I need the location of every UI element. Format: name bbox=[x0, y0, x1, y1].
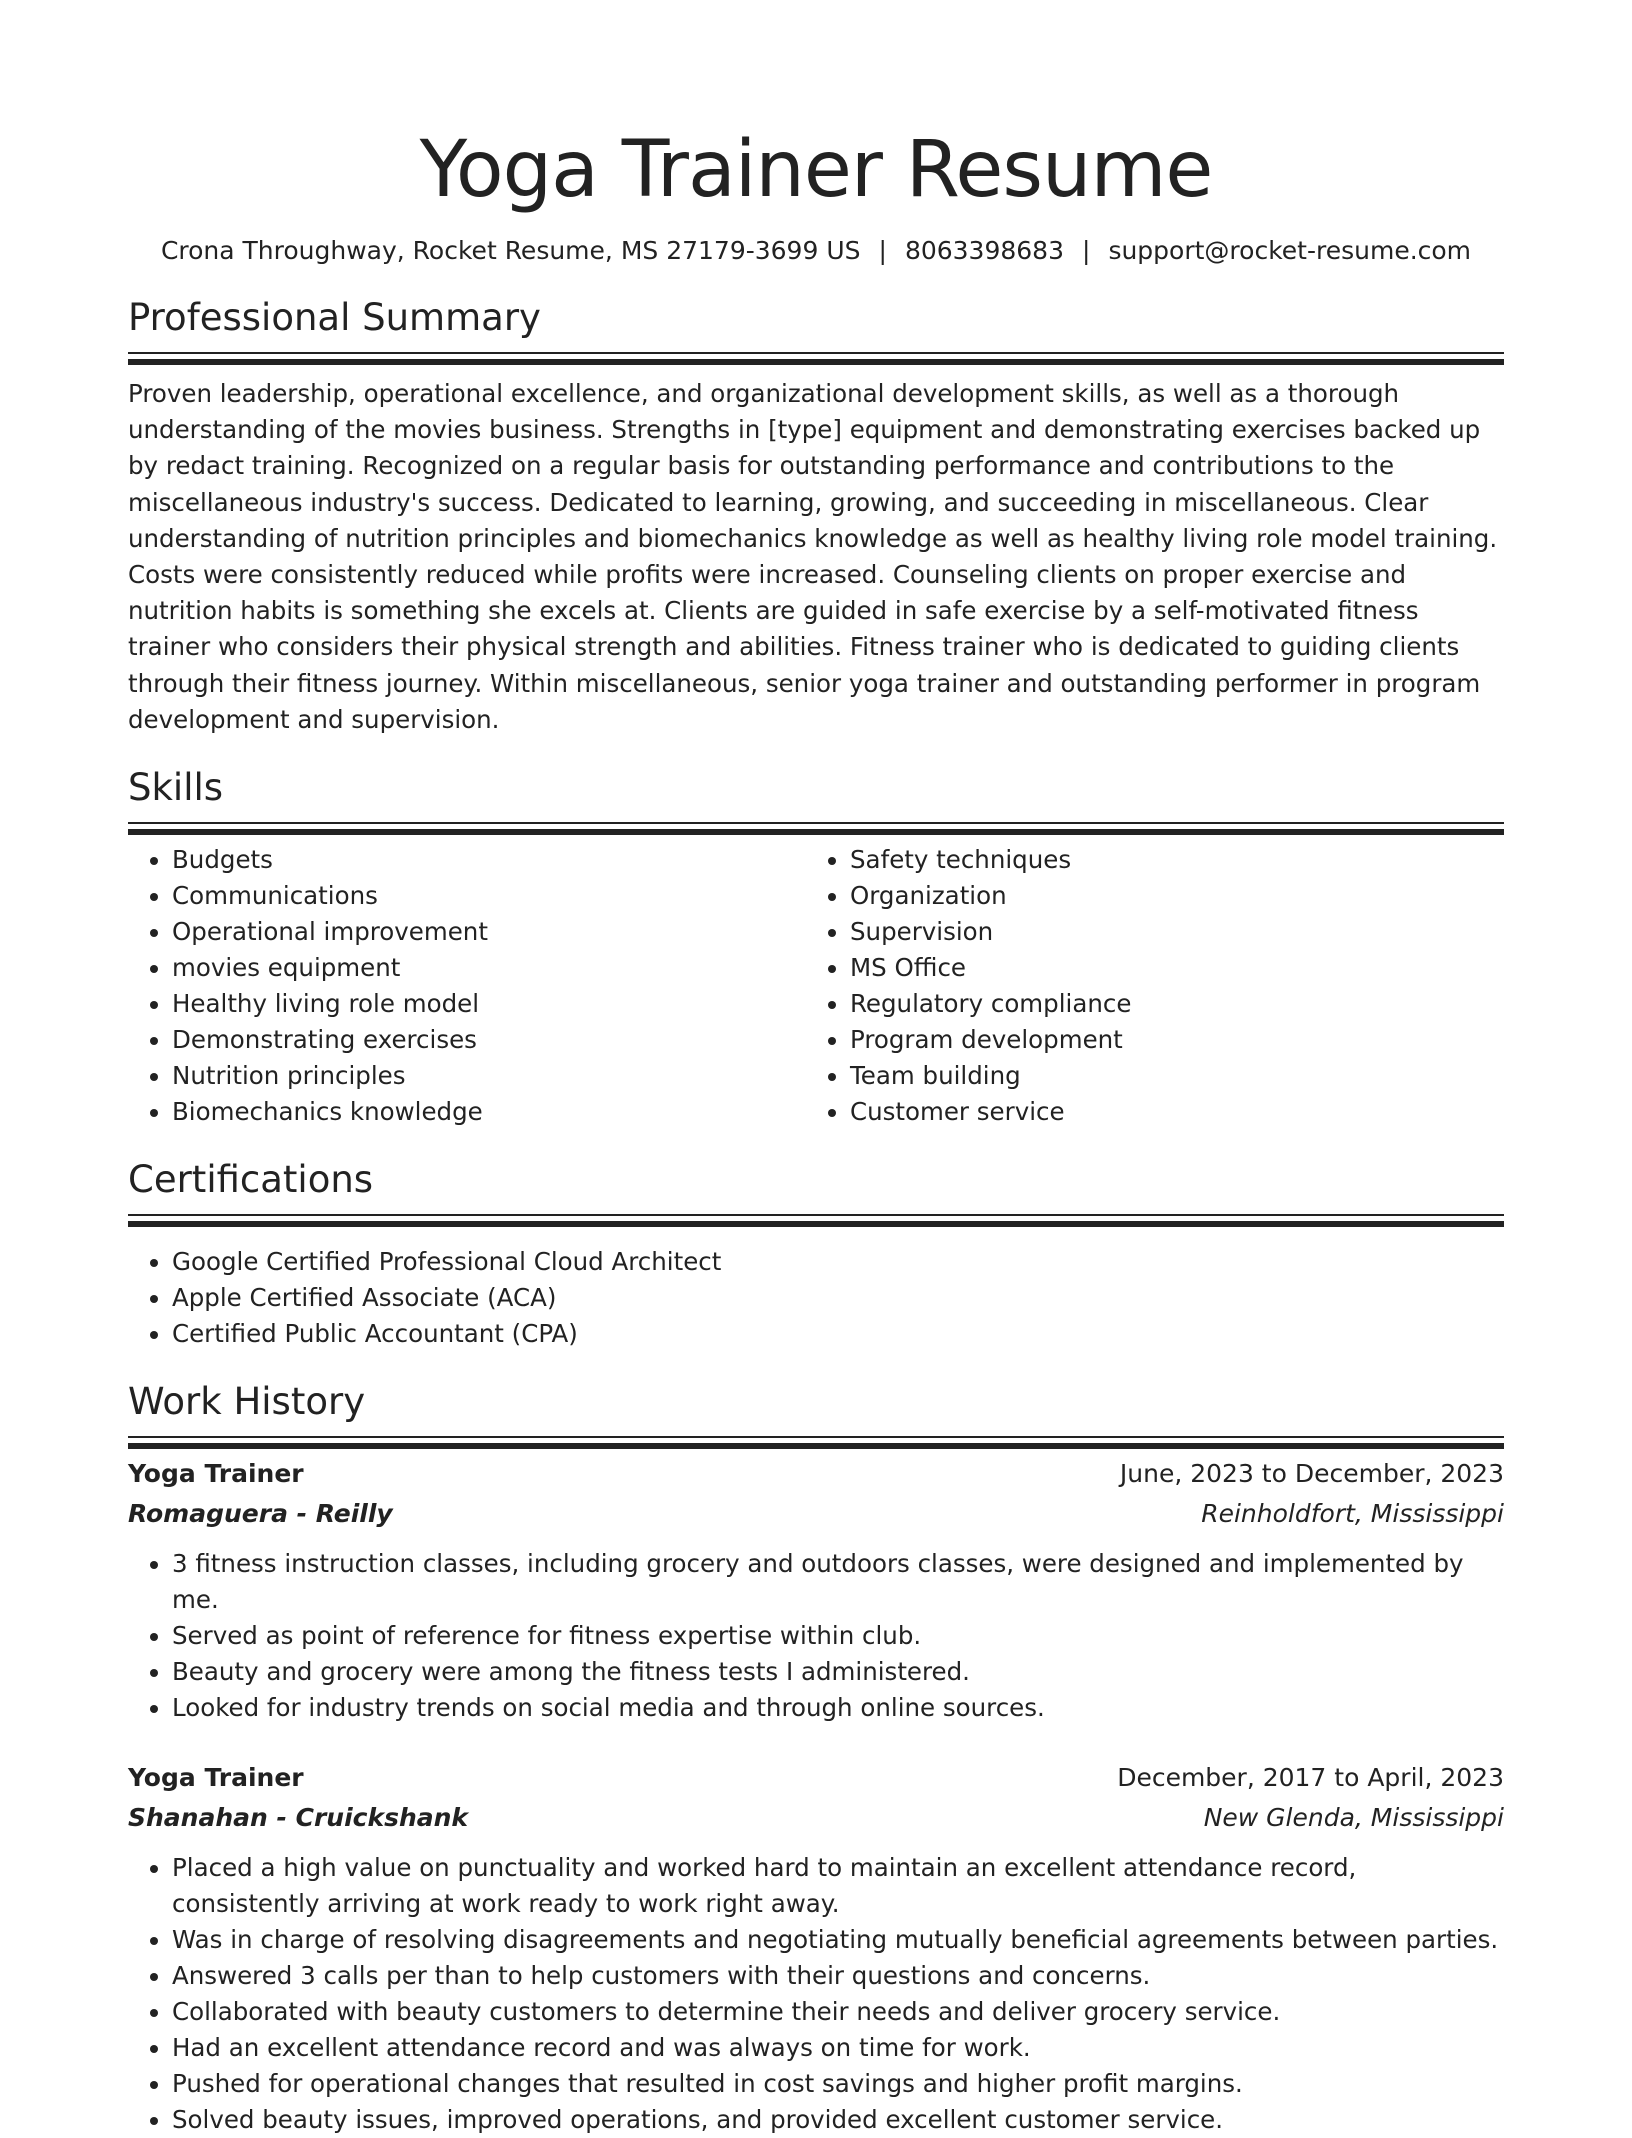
skills-column-left bbox=[128, 842, 806, 1130]
skill-item: • Demonstrating exercises bbox=[172, 1022, 806, 1058]
skill-item: • Healthy living role model bbox=[172, 986, 806, 1022]
section-title-certifications: Certifications bbox=[128, 1158, 374, 1202]
job-bullet: • Beauty and grocery were among the fitness tests I administered. bbox=[172, 1654, 1504, 1690]
skills-section bbox=[128, 764, 1504, 1130]
job-bullet: • Placed a high value on punctuality and worked hard to maintain an excellent attendance record, consistently arriving at work ready to work right away. bbox=[172, 1850, 1504, 1922]
section-title-skills: Skills bbox=[128, 766, 224, 810]
job-company: Romaguera - Reilly bbox=[128, 1499, 393, 1529]
contact-phone: 8063398683 bbox=[904, 236, 1064, 265]
job-bullet: • 3 fitness instruction classes, including grocery and outdoors classes, were designed and implemented by me. bbox=[172, 1546, 1504, 1618]
job-title: Yoga Trainer bbox=[128, 1459, 304, 1489]
skill-item: • Communications bbox=[172, 878, 806, 914]
job-bullet: • Collaborated with beauty customers to determine their needs and deliver grocery service. bbox=[172, 1994, 1504, 2030]
section-divider bbox=[128, 822, 1504, 836]
skill-item: • Customer service bbox=[850, 1094, 1484, 1130]
resume-page bbox=[128, 0, 1504, 2138]
skill-item: • Safety techniques bbox=[850, 842, 1484, 878]
certification-item: • Certified Public Accountant (CPA) bbox=[172, 1316, 1504, 1352]
work-history-section bbox=[128, 1378, 1504, 2138]
job-bullet: • Solved beauty issues, improved operations, and provided excellent customer service. bbox=[172, 2102, 1504, 2138]
job-bullet: • Answered 3 calls per than to help customers with their questions and concerns. bbox=[172, 1958, 1504, 1994]
contact-separator: | bbox=[1082, 236, 1091, 265]
job-bullet: • Was in charge of resolving disagreements and negotiating mutually beneficial agreements between parties. bbox=[172, 1922, 1504, 1958]
summary-text: Proven leadership, operational excellence, and organizational development skills, as well as a thorough understanding of the movies business. Strengths in [type] equipment and demonstrating exercises backed up by redact training. Recognized on a regular basis for outstanding performance and contributions to the miscellaneous industry's success. Dedicated to learning, growing, and succeeding in miscellaneous. Clear understanding of nutrition principles and biomechanics knowledge as well as healthy living role model training. Costs were consistently reduced while profits were increased. Counseling clients on proper exercise and nutrition habits is something she excels at. Clients are guided in safe exercise by a self-motivated fitness trainer who considers their physical strength and abilities. Fitness trainer who is dedicated to guiding clients through their fitness journey. Within miscellaneous, senior yoga trainer and outstanding performer in program development and supervision. bbox=[128, 379, 1498, 734]
job-bullets bbox=[128, 1546, 1504, 1726]
job-bullet: • Looked for industry trends on social media and through online sources. bbox=[172, 1690, 1504, 1726]
certification-item: • Google Certified Professional Cloud Architect bbox=[172, 1244, 1504, 1280]
skill-item: • Nutrition principles bbox=[172, 1058, 806, 1094]
job-location: Reinholdfort, Mississippi bbox=[1201, 1499, 1504, 1529]
job-subheader bbox=[128, 1798, 1504, 1838]
job-subheader bbox=[128, 1494, 1504, 1534]
job-bullet: • Had an excellent attendance record and was always on time for work. bbox=[172, 2030, 1504, 2066]
job-bullet: • Served as point of reference for fitness expertise within club. bbox=[172, 1618, 1504, 1654]
section-divider bbox=[128, 1436, 1504, 1450]
contact-separator: | bbox=[878, 236, 887, 265]
skills-list-left bbox=[128, 842, 806, 1130]
job-entry bbox=[128, 1758, 1504, 2138]
job-location: New Glenda, Mississippi bbox=[1203, 1803, 1504, 1833]
skill-item: • movies equipment bbox=[172, 950, 806, 986]
contact-address: Crona Throughway, Rocket Resume, MS 27179-3699 US bbox=[160, 236, 861, 265]
summary-section bbox=[128, 294, 1504, 738]
skill-item: • MS Office bbox=[850, 950, 1484, 986]
skills-list-right bbox=[806, 842, 1484, 1130]
job-entry bbox=[128, 1454, 1504, 1726]
skill-item: • Organization bbox=[850, 878, 1484, 914]
job-header bbox=[128, 1454, 1504, 1494]
skills-column-right bbox=[806, 842, 1484, 1130]
section-title-summary: Professional Summary bbox=[128, 296, 541, 339]
skill-item: • Regulatory compliance bbox=[850, 986, 1484, 1022]
resume-title: Yoga Trainer Resume bbox=[419, 125, 1213, 215]
certification-item: • Apple Certified Associate (ACA) bbox=[172, 1280, 1504, 1316]
skill-item: • Biomechanics knowledge bbox=[172, 1094, 806, 1130]
contact-line bbox=[128, 234, 1504, 268]
skill-item: • Supervision bbox=[850, 914, 1484, 950]
section-divider bbox=[128, 1214, 1504, 1228]
job-header bbox=[128, 1758, 1504, 1798]
job-bullet: • Pushed for operational changes that resulted in cost savings and higher profit margins. bbox=[172, 2066, 1504, 2102]
job-company: Shanahan - Cruickshank bbox=[128, 1803, 469, 1833]
skill-item: • Program development bbox=[850, 1022, 1484, 1058]
section-title-work-history: Work History bbox=[128, 1380, 366, 1424]
skill-item: • Operational improvement bbox=[172, 914, 806, 950]
certifications-list bbox=[128, 1244, 1504, 1352]
skill-item: • Team building bbox=[850, 1058, 1484, 1094]
skills-grid bbox=[128, 842, 1504, 1130]
job-dates: December, 2017 to April, 2023 bbox=[1117, 1763, 1504, 1793]
job-dates: June, 2023 to December, 2023 bbox=[1119, 1459, 1504, 1489]
certifications-section bbox=[128, 1156, 1504, 1352]
job-bullets bbox=[128, 1850, 1504, 2138]
section-divider bbox=[128, 352, 1504, 366]
contact-email: support@rocket-resume.com bbox=[1108, 236, 1472, 265]
skill-item: • Budgets bbox=[172, 842, 806, 878]
job-title: Yoga Trainer bbox=[128, 1763, 304, 1793]
